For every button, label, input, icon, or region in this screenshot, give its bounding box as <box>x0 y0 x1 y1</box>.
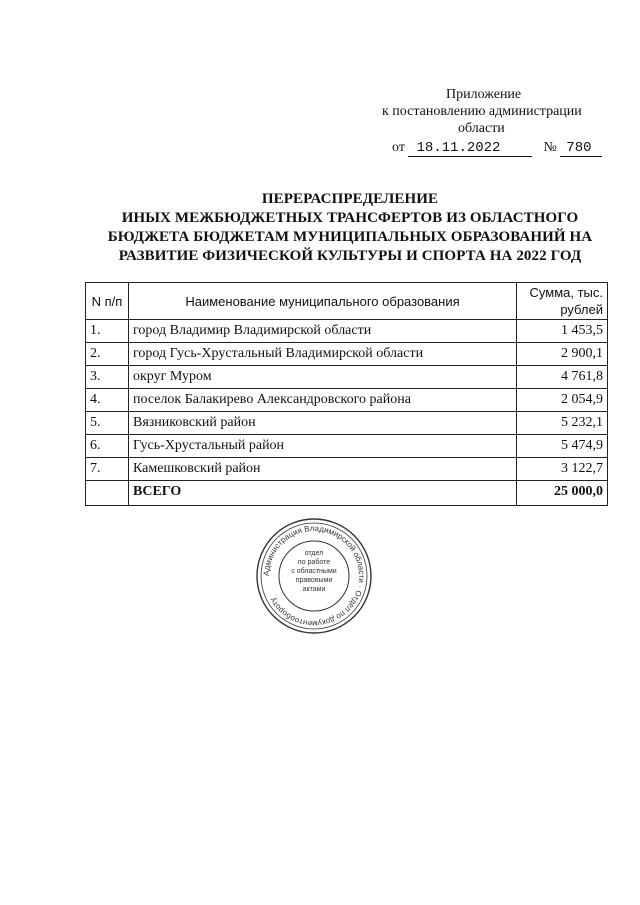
row-name: Гусь-Хрустальный район <box>129 435 517 458</box>
table-header-row <box>86 283 608 320</box>
attachment-label: Приложение <box>446 87 522 102</box>
table-row <box>86 458 608 481</box>
title-line: ПЕРЕРАСПРЕДЕЛЕНИЕ <box>261 191 439 207</box>
total-sum: 25 000,0 <box>517 481 608 506</box>
row-name: округ Муром <box>129 366 517 389</box>
document-number: 780 <box>560 140 602 157</box>
attachment-date-number <box>370 139 610 157</box>
title-line: БЮДЖЕТА БЮДЖЕТАМ МУНИЦИПАЛЬНЫХ ОБРАЗОВАНИЙ НА <box>107 229 593 245</box>
transfers-table <box>85 282 608 506</box>
header-name: Наименование муниципального образования <box>129 283 517 320</box>
table-row <box>86 389 608 412</box>
table-row <box>86 366 608 389</box>
title-line: РАЗВИТИЕ ФИЗИЧЕСКОЙ КУЛЬТУРЫ И СПОРТА НА 2022 ГОД <box>118 248 582 264</box>
document-date: 18.11.2022 <box>408 140 532 157</box>
row-sum: 4 761,8 <box>517 366 608 389</box>
header-sum: Сумма, тыс. рублей <box>517 283 608 320</box>
row-sum: 2 900,1 <box>517 343 608 366</box>
number-prefix: № <box>543 140 557 155</box>
attachment-region-text: области <box>458 121 505 136</box>
row-name: поселок Балакирево Александровского района <box>129 389 517 412</box>
row-sum: 1 453,5 <box>517 320 608 343</box>
row-name: город Гусь-Хрустальный Владимирской области <box>129 343 517 366</box>
table-row <box>86 343 608 366</box>
attachment-header <box>370 86 610 157</box>
row-number: 3. <box>86 366 129 389</box>
stamp-inner-text: отдел по работе с областными правовыми актами <box>291 550 337 593</box>
row-name: Вязниковский район <box>129 412 517 435</box>
header-number: N п/п <box>86 283 129 320</box>
row-name: город Владимир Владимирской области <box>129 320 517 343</box>
table-row <box>86 412 608 435</box>
table-total-row <box>86 481 608 506</box>
table-row <box>86 320 608 343</box>
official-stamp <box>255 517 373 635</box>
total-label: ВСЕГО <box>129 481 517 506</box>
row-sum: 5 232,1 <box>517 412 608 435</box>
row-sum: 5 474,9 <box>517 435 608 458</box>
attachment-resolution-text: к постановлению администрации <box>382 104 582 119</box>
row-number: 2. <box>86 343 129 366</box>
row-number: 7. <box>86 458 129 481</box>
row-number: 6. <box>86 435 129 458</box>
row-name: Камешковский район <box>129 458 517 481</box>
row-number: 1. <box>86 320 129 343</box>
stamp-ring-text: Администрация Владимирской области · Отдел по документообороту <box>261 523 367 629</box>
row-sum: 3 122,7 <box>517 458 608 481</box>
row-number: 5. <box>86 412 129 435</box>
row-sum: 2 054,9 <box>517 389 608 412</box>
table-row <box>86 435 608 458</box>
row-number: 4. <box>86 389 129 412</box>
total-empty-cell <box>86 481 129 506</box>
title-line: ИНЫХ МЕЖБЮДЖЕТНЫХ ТРАНСФЕРТОВ ИЗ ОБЛАСТНОГО <box>121 210 579 226</box>
document-title <box>60 190 640 266</box>
date-prefix: от <box>392 140 405 155</box>
